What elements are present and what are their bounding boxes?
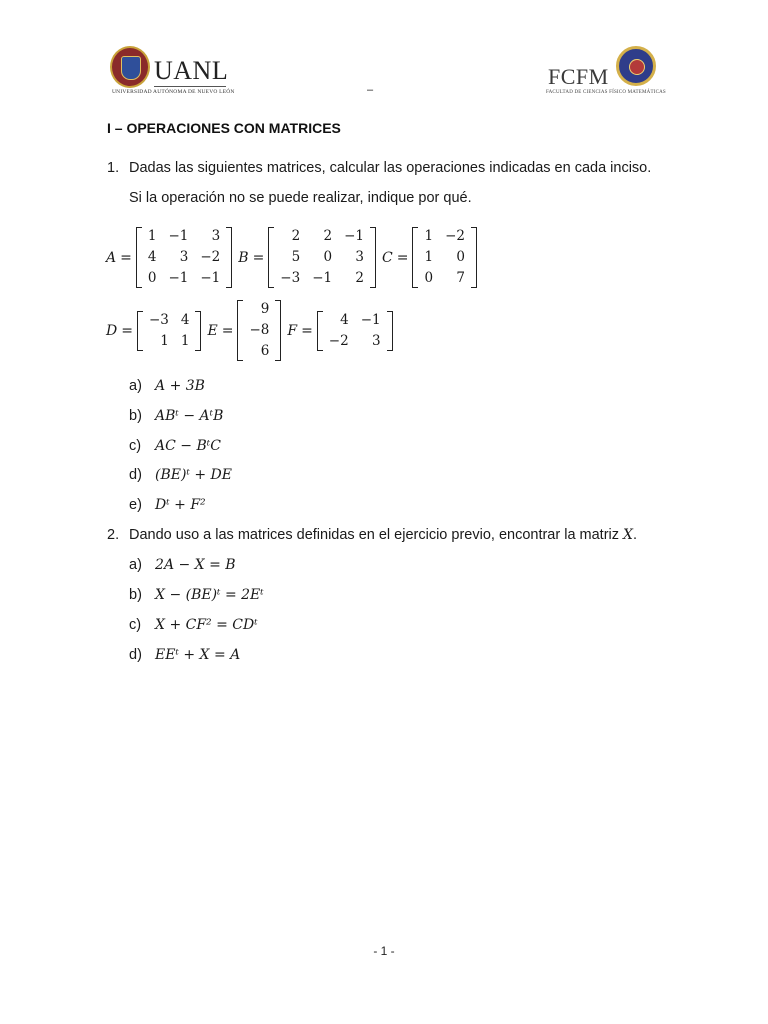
matrix-cell: 0 bbox=[323, 249, 333, 265]
matrix-cell: 1 bbox=[147, 228, 157, 244]
exercise-2-period: . bbox=[633, 527, 638, 543]
matrix-cell: 5 bbox=[291, 249, 301, 265]
matrix-row-abc: A = 1 −1 3 4 3 −2 0 −1 −1 B = 2 2 −1 5 0 3 −3 −1 2 C = 1 −2 1 0 0 7 bbox=[106, 226, 483, 289]
matrix-b-label: B bbox=[238, 249, 249, 266]
exercise-2-item bbox=[129, 647, 240, 663]
matrix-cell: 3 bbox=[179, 249, 189, 265]
exercise-1-item bbox=[129, 438, 221, 454]
item-expression: A + 3B bbox=[155, 378, 205, 394]
item-expression: EEᵗ + X = A bbox=[155, 647, 241, 663]
item-expression: X − (BE)ᵗ = 2Eᵗ bbox=[155, 587, 264, 603]
exercise-2-item bbox=[129, 557, 236, 573]
fcfm-logo-subtitle: FACULTAD DE CIENCIAS FÍSICO MATEMÁTICAS bbox=[546, 90, 666, 95]
item-label: b) bbox=[129, 408, 142, 424]
exercise-1-note: Si la operación no se puede realizar, indique por qué. bbox=[129, 190, 472, 206]
matrix-cell: 1 bbox=[180, 332, 190, 349]
item-label: d) bbox=[129, 647, 142, 663]
matrix-cell: −8 bbox=[249, 322, 270, 338]
exercise-2-item bbox=[129, 617, 258, 633]
matrix-b bbox=[268, 226, 376, 289]
matrix-c-label: C bbox=[382, 249, 393, 266]
matrix-cell: 1 bbox=[424, 249, 434, 265]
header-center-mark: – bbox=[367, 84, 374, 96]
exercise-1-item bbox=[129, 497, 206, 513]
exercise-2-item bbox=[129, 587, 264, 603]
uanl-logo-text: UANL bbox=[154, 56, 229, 85]
matrix-cell: −3 bbox=[148, 311, 169, 328]
item-label: a) bbox=[129, 378, 142, 394]
exercise-2-instruction bbox=[129, 527, 637, 543]
matrix-f-label: F bbox=[287, 322, 298, 339]
exercise-1-number: 1. bbox=[107, 160, 120, 176]
exercise-2-number: 2. bbox=[107, 527, 120, 543]
fcfm-seal-icon bbox=[616, 46, 656, 86]
matrix-cell: 0 bbox=[456, 249, 465, 265]
logo-divider bbox=[154, 86, 226, 87]
exercise-1-item bbox=[129, 378, 205, 394]
matrix-f bbox=[317, 310, 393, 352]
item-expression: Dᵗ + F² bbox=[155, 497, 206, 513]
matrix-cell: 0 bbox=[147, 270, 157, 286]
matrix-cell: −2 bbox=[445, 228, 465, 244]
item-expression: X + CF² = CDᵗ bbox=[155, 617, 258, 633]
matrix-cell: −1 bbox=[168, 270, 189, 286]
matrix-cell: 4 bbox=[340, 311, 349, 328]
matrix-row-def: D = −3 4 1 1 E = 9 −8 6 F = 4 −1 −2 3 bbox=[106, 299, 399, 362]
item-label: e) bbox=[129, 497, 142, 513]
item-label: c) bbox=[129, 617, 142, 633]
exercise-1-instruction: Dadas las siguientes matrices, calcular las operaciones indicadas en cada inciso. bbox=[129, 160, 652, 176]
uanl-seal-icon bbox=[110, 46, 150, 88]
matrix-cell: 3 bbox=[372, 332, 381, 349]
matrix-cell: 0 bbox=[424, 270, 434, 286]
matrix-cell: 4 bbox=[180, 311, 190, 328]
matrix-cell: −1 bbox=[344, 228, 365, 244]
matrix-cell: −1 bbox=[312, 270, 333, 286]
matrix-d bbox=[137, 310, 202, 352]
item-expression: 2A − X = B bbox=[155, 557, 236, 573]
page-number: - 1 - bbox=[373, 944, 395, 958]
exercise-1-item bbox=[129, 467, 232, 483]
matrix-d-label: D bbox=[106, 322, 118, 339]
matrix-cell: −2 bbox=[328, 332, 349, 349]
matrix-c bbox=[412, 226, 477, 289]
exercise-2-text: Dando uso a las matrices definidas en el ejercicio previo, encontrar la matriz bbox=[129, 527, 620, 543]
item-expression: ABᵗ − AᵗB bbox=[155, 408, 224, 424]
item-label: c) bbox=[129, 438, 142, 454]
matrix-cell: 2 bbox=[323, 228, 333, 244]
matrix-cell: −1 bbox=[168, 228, 189, 244]
matrix-cell: 2 bbox=[291, 228, 301, 244]
fcfm-logo bbox=[546, 44, 666, 96]
matrix-e bbox=[237, 299, 281, 362]
item-label: d) bbox=[129, 467, 142, 483]
matrix-a bbox=[136, 226, 232, 289]
matrix-cell: −1 bbox=[200, 270, 221, 286]
matrix-cell: 1 bbox=[424, 228, 434, 244]
item-label: b) bbox=[129, 587, 142, 603]
matrix-e-label: E bbox=[207, 322, 218, 339]
exercise-2-variable: X bbox=[623, 527, 634, 543]
matrix-cell: 7 bbox=[456, 270, 465, 286]
matrix-cell: 1 bbox=[160, 332, 169, 349]
item-expression: AC − BᵗC bbox=[155, 438, 221, 454]
item-label: a) bbox=[129, 557, 142, 573]
matrix-cell: 2 bbox=[355, 270, 365, 286]
matrix-cell: 3 bbox=[211, 228, 221, 244]
uanl-logo-subtitle: UNIVERSIDAD AUTÓNOMA DE NUEVO LEÓN bbox=[112, 89, 235, 95]
matrix-a-label: A bbox=[106, 249, 117, 266]
exercise-1-item bbox=[129, 408, 223, 424]
matrix-cell: 9 bbox=[260, 301, 270, 317]
matrix-cell: −2 bbox=[200, 249, 221, 265]
fcfm-logo-text: FCFM bbox=[548, 64, 609, 89]
matrix-cell: 3 bbox=[355, 249, 365, 265]
uanl-logo bbox=[110, 44, 235, 96]
matrix-cell: −1 bbox=[360, 311, 381, 328]
section-title: I – OPERACIONES CON MATRICES bbox=[107, 120, 341, 136]
matrix-cell: 4 bbox=[147, 249, 157, 265]
matrix-cell: 6 bbox=[260, 343, 270, 359]
item-expression: (BE)ᵗ + DE bbox=[155, 467, 232, 483]
matrix-cell: −3 bbox=[280, 270, 301, 286]
